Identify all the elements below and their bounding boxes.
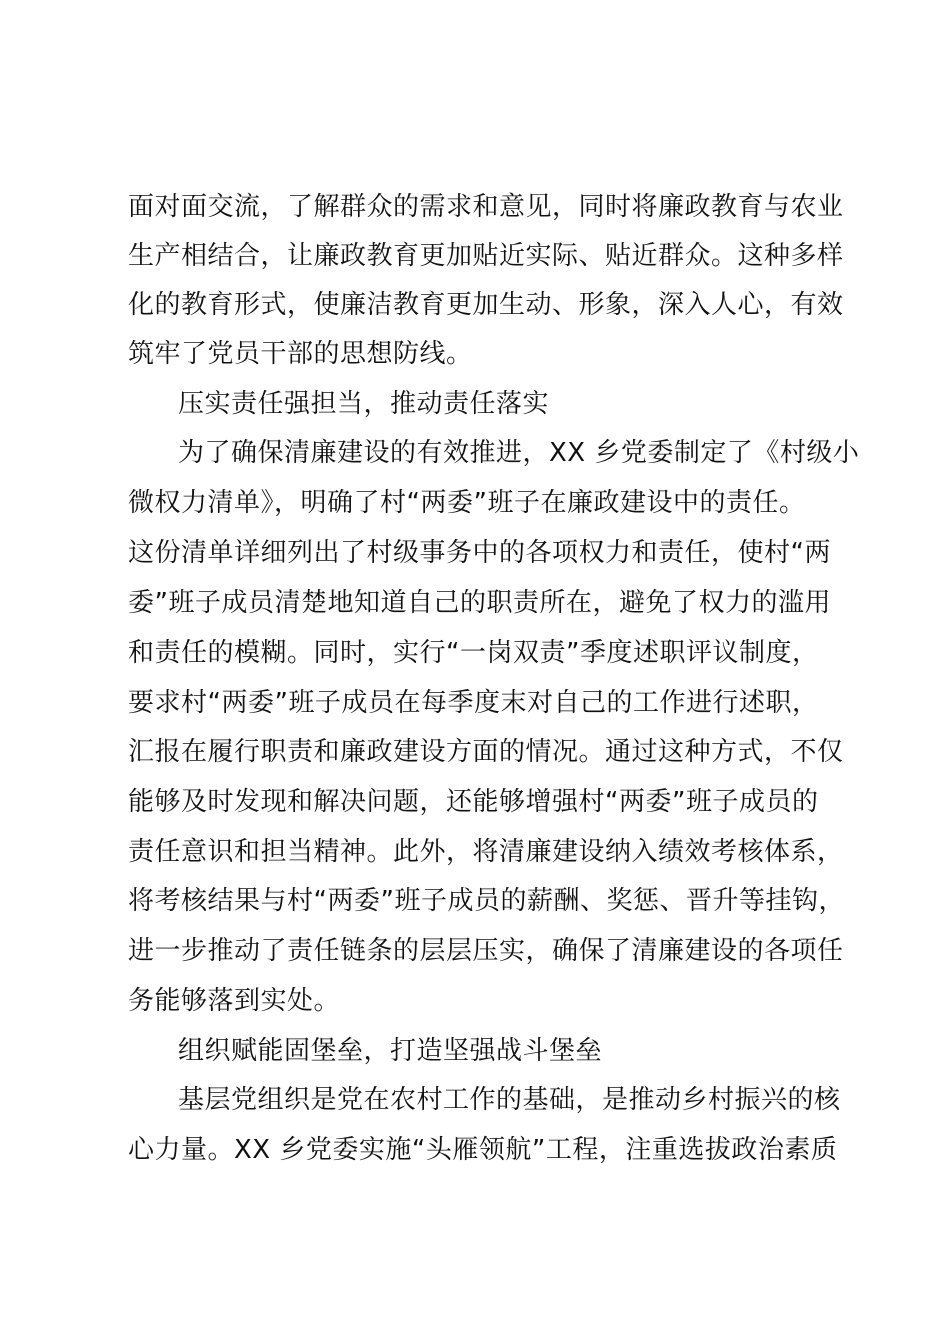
paragraph-line: 心力量。XX 乡党委实施“头雁领航”工程，注重选拔政治素质 bbox=[128, 1135, 838, 1165]
paragraph-line: 筑牢了党员干部的思想防线。 bbox=[128, 339, 473, 369]
paragraph-line: 委”班子成员清楚地知道自己的职责所在，避免了权力的滥用 bbox=[128, 588, 831, 618]
paragraph-line: 为了确保清廉建设的有效推进，XX 乡党委制定了《村级小 bbox=[178, 438, 860, 468]
paragraph-line: 汇报在履行职责和廉政建设方面的情况。通过这种方式，不仅 bbox=[128, 737, 844, 767]
paragraph-line: 微权力清单》，明确了村“两委”班子在廉政建设中的责任。 bbox=[128, 488, 806, 518]
paragraph-line: 将考核结果与村“两委”班子成员的薪酬、奖惩、晋升等挂钩， bbox=[128, 886, 845, 916]
paragraph-line: 生产相结合，让廉政教育更加贴近实际、贴近群众。这种多样 bbox=[128, 241, 844, 271]
paragraph-line: 务能够落到实处。 bbox=[128, 986, 341, 1016]
paragraph-line: 能够及时发现和解决问题，还能够增强村“两委”班子成员的 bbox=[128, 787, 819, 817]
section-heading: 组织赋能固堡垒，打造坚强战斗堡垒 bbox=[178, 1036, 603, 1066]
paragraph-line: 化的教育形式，使廉洁教育更加生动、形象，深入人心，有效 bbox=[128, 290, 844, 320]
section-heading: 压实责任强担当，推动责任落实 bbox=[178, 389, 550, 419]
paragraph-line: 基层党组织是党在农村工作的基础，是推动乡村振兴的核 bbox=[178, 1085, 841, 1115]
paragraph-line: 这份清单详细列出了村级事务中的各项权力和责任，使村“两 bbox=[128, 538, 831, 568]
paragraph-line: 进一步推动了责任链条的层层压实，确保了清廉建设的各项任 bbox=[128, 936, 844, 966]
paragraph-line: 面对面交流，了解群众的需求和意见，同时将廉政教育与农业 bbox=[128, 192, 844, 222]
paragraph-line: 责任意识和担当精神。此外，将清廉建设纳入绩效考核体系， bbox=[128, 837, 844, 867]
paragraph-line: 要求村“两委”班子成员在每季度末对自己的工作进行述职， bbox=[128, 688, 819, 718]
paragraph-line: 和责任的模糊。同时，实行“一岗双责”季度述职评议制度， bbox=[128, 638, 819, 668]
